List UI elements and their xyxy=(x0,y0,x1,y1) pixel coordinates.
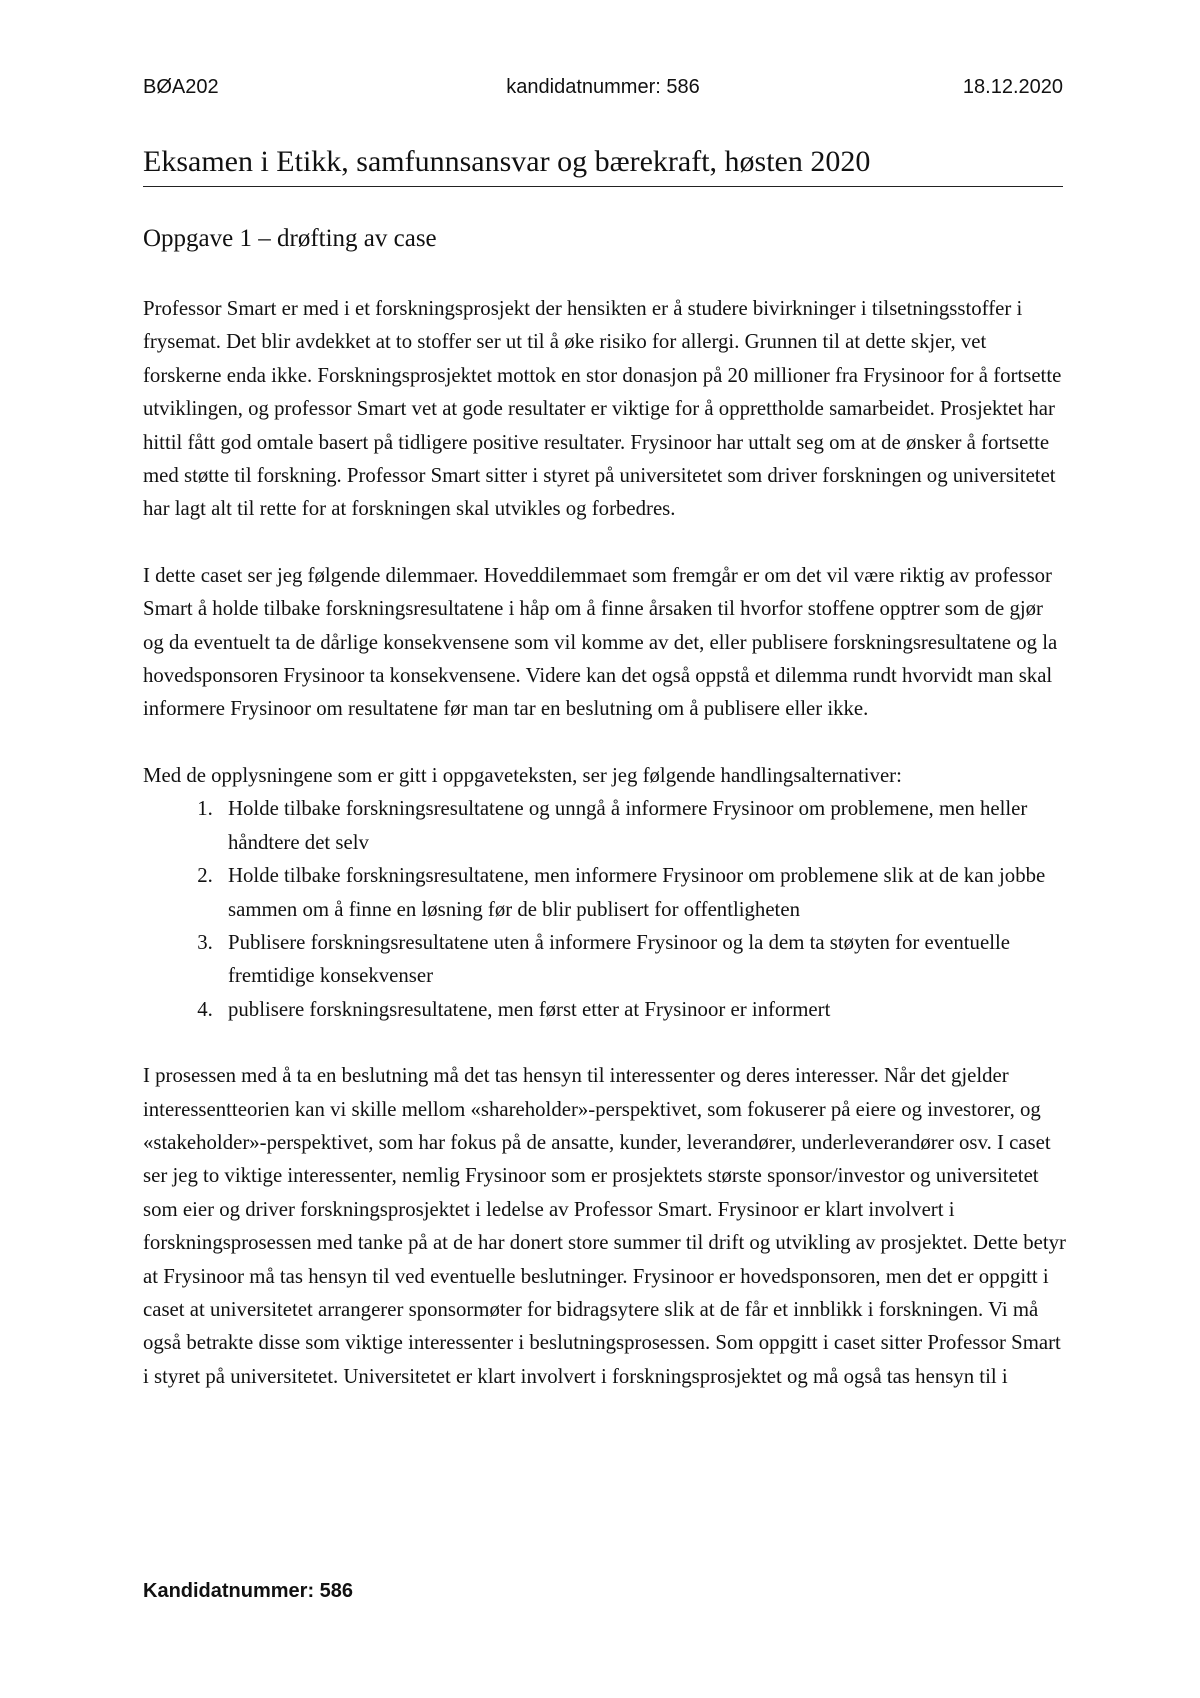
paragraph-case-description: Professor Smart er med i et forskningsprosjekt der hensikten er å studere bivirkninger i tilsetningsstoffer i frysemat. Det blir avdekket at to stoffer ser ut til å øke risiko for allergi. Grunnen til at dette skjer, vet forskerne enda ikke. Forskningsprosjektet mottok en stor donasjon på 20 millioner fra Frysinoor for å fortsette utviklingen, og professor Smart vet at gode resultater er viktige for å opprettholde samarbeidet. Prosjektet har hittil fått god omtale basert på tidligere positive resultater. Frysinoor har uttalt seg om at de ønsker å fortsette med støtte til forskning. Professor Smart sitter i styret på universitetet som driver forskningen og universitetet har lagt alt til rette for at forskningen skal utvikles og forbedres. xyxy=(143,297,1062,521)
document-title: Eksamen i Etikk, samfunnsansvar og bærekraft, høsten 2020 xyxy=(143,144,1063,187)
paragraph-alternatives-intro: Med de opplysningene som er gitt i oppgaveteksten, ser jeg følgende handlingsalternativer: xyxy=(143,763,902,787)
candidate-number-header: kandidatnummer: 586 xyxy=(506,76,700,98)
header-date: 18.12.2020 xyxy=(962,76,1063,98)
paragraph-stakeholders: I prosessen med å ta en beslutning må det tas hensyn til interessenter og deres interesser. Når det gjelder interessentteorien kan vi skille mellom «shareholder»-perspektivet, som fokuserer på eiere og investorer, og «stakeholder»-perspektivet, som har fokus på de ansatte, kunder, leverandører, underleverandører osv. I caset ser jeg to viktige interessenter, nemlig Frysinoor som er prosjektets største sponsor/investor og universitetet som eier og driver forskningsprosjektet i ledelse av Professor Smart. Frysinoor er klart involvert i forskningsprosessen med tanke på at de har donert store summer til drift og utvikling av prosjektet. Dette betyr at Frysinoor må tas hensyn til ved eventuelle beslutninger. Frysinoor er hovedsponsoren, men det er oppgitt i caset at universitetet arrangerer sponsormøter for bidragsytere slik at de får et innblikk i forskningen. Vi må også betrakte disse som viktige interessenter i beslutningsprosessen. Som oppgitt i caset sitter Professor Smart i styret på universitetet. Universitetet er klart involvert i forskningsprosjektet og må også tas hensyn til i xyxy=(143,1064,1066,1388)
alternatives-list xyxy=(143,792,1068,1026)
list-item: 2. Holde tilbake forskningsresultatene, men informere Frysinoor om problemene slik at de kan jobbe sammen om å finne en løsning før de blir publisert for offentligheten xyxy=(218,859,1068,926)
page-header xyxy=(143,70,1063,110)
section-heading: Oppgave 1 – drøfting av case xyxy=(143,225,437,252)
page-footer-candidate-number: Kandidatnummer: 586 xyxy=(143,1580,354,1602)
list-item: 4. publisere forskningsresultatene, men først etter at Frysinoor er informert xyxy=(218,993,1068,1026)
course-code: BØA202 xyxy=(143,76,219,98)
paragraph-dilemmas: I dette caset ser jeg følgende dilemmaer. Hoveddilemmaet som fremgår er om det vil være riktig av professor Smart å holde tilbake forskningsresultatene i håp om å finne årsaken til hvorfor stoffene opptrer som de gjør og da eventuelt ta de dårlige konsekvensene som vil komme av det, eller publisere forskningsresultatene og la hovedsponsoren Frysinoor ta konsekvensene. Videre kan det også oppstå et dilemma rundt hvorvidt man skal informere Frysinoor om resultatene før man tar en beslutning om å publisere eller ikke. xyxy=(143,563,1058,721)
list-item: 1. Holde tilbake forskningsresultatene og unngå å informere Frysinoor om problemene, men heller håndtere det selv xyxy=(218,792,1068,859)
document-body xyxy=(143,292,1068,1393)
list-item: 3. Publisere forskningsresultatene uten å informere Frysinoor og la dem ta støyten for eventuelle fremtidige konsekvenser xyxy=(218,926,1068,993)
